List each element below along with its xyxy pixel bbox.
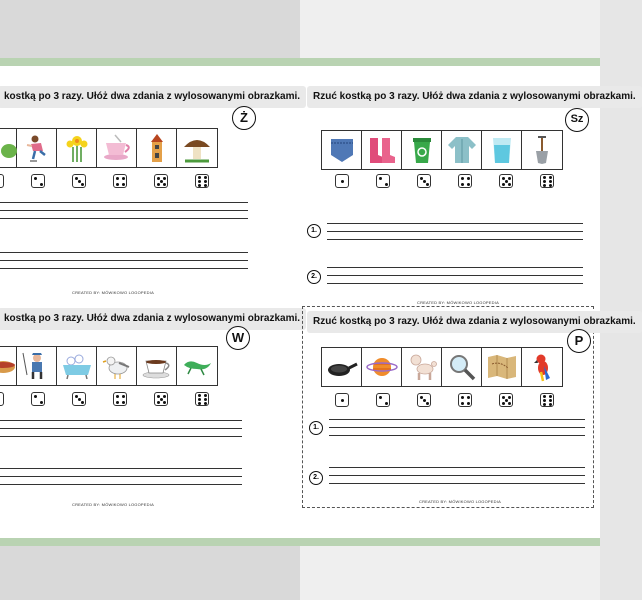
rain-boots-icon <box>362 131 402 169</box>
pocket-icon <box>322 131 362 169</box>
card-zh <box>0 84 301 312</box>
green-stripe-bottom <box>0 538 600 546</box>
instruction-text: kostką po 3 razy. Ułóż dwa zdania z wylosowanymi obrazkami. <box>0 86 306 108</box>
credit-text: CREATED BY: MÓWIKOWO LOGOPEDIA <box>419 499 501 504</box>
green-stripe-top <box>0 58 600 66</box>
die-face-3 <box>72 392 86 406</box>
die-face-2 <box>31 392 45 406</box>
teacup-icon <box>97 129 137 167</box>
row-number-2: 2. <box>309 471 323 485</box>
die-face-1 <box>335 393 349 407</box>
magnifier-icon <box>442 348 482 386</box>
die-face-3 <box>417 174 431 188</box>
instruction-text: kostką po 3 razy. Ułóż dwa zdania z wylosowanymi obrazkami. <box>0 308 306 330</box>
die-face-2 <box>376 393 390 407</box>
die-face-2 <box>31 174 45 188</box>
die-face-6 <box>195 174 209 188</box>
writing-line <box>327 239 583 240</box>
writing-line <box>329 427 585 428</box>
glass-icon <box>482 131 522 169</box>
daffodil-icon <box>57 129 97 167</box>
die-face-2 <box>376 174 390 188</box>
card-w <box>0 306 301 534</box>
picture-strip <box>321 130 563 170</box>
writing-line <box>0 420 242 421</box>
seagull-icon <box>97 347 137 385</box>
card-sz <box>305 84 636 312</box>
row-number-2: 2. <box>307 270 321 284</box>
die-face-1 <box>0 174 4 188</box>
frying-pan-icon <box>322 348 362 386</box>
dice-row <box>321 393 567 407</box>
parrot-icon <box>522 348 562 386</box>
die-face-6 <box>540 174 554 188</box>
writing-line <box>0 428 242 429</box>
background-top-left <box>0 0 300 58</box>
bathtub-icon <box>57 347 97 385</box>
writing-line <box>0 218 248 219</box>
die-face-1 <box>335 174 349 188</box>
writing-line <box>329 475 585 476</box>
instruction-text: Rzuć kostką po 3 razy. Ułóż dwa zdania z wylosowanymi obrazkami. <box>307 86 642 108</box>
letter-badge: W <box>226 326 250 350</box>
planet-icon <box>362 348 402 386</box>
die-face-4 <box>458 174 472 188</box>
die-face-4 <box>458 393 472 407</box>
writing-line <box>327 223 583 224</box>
recycling-bin-icon <box>402 131 442 169</box>
die-face-3 <box>72 174 86 188</box>
die-face-5 <box>499 393 513 407</box>
writing-line <box>0 484 242 485</box>
writing-line <box>0 476 242 477</box>
credit-text: CREATED BY: MÓWIKOWO LOGOPEDIA <box>72 290 154 295</box>
map-icon <box>482 348 522 386</box>
die-face-4 <box>113 392 127 406</box>
writing-line <box>0 260 248 261</box>
letter-badge: P <box>567 329 591 353</box>
background-top-right <box>300 0 600 58</box>
picture-strip <box>0 128 218 168</box>
letter-badge: Sz <box>565 108 589 132</box>
background-bottom-right <box>300 546 600 600</box>
poodle-icon <box>402 348 442 386</box>
fisherman-icon <box>17 347 57 385</box>
worksheet-sheet <box>0 66 636 538</box>
card-p <box>302 306 636 508</box>
picture-strip <box>0 346 218 386</box>
writing-line <box>327 283 583 284</box>
writing-line <box>329 419 585 420</box>
die-face-3 <box>417 393 431 407</box>
background-bottom-left <box>0 546 300 600</box>
credit-text: CREATED BY: MÓWIKOWO LOGOPEDIA <box>417 300 499 305</box>
dice-row <box>321 174 567 188</box>
coffee-cup-icon <box>137 347 177 385</box>
picture-strip <box>321 347 563 387</box>
dice-row <box>0 392 222 406</box>
row-number-1: 1. <box>307 224 321 238</box>
row-number-1: 1. <box>309 421 323 435</box>
lizard-icon <box>177 347 217 385</box>
writing-line <box>0 252 248 253</box>
writing-line <box>0 202 248 203</box>
dice-row <box>0 174 222 188</box>
die-face-1 <box>0 392 4 406</box>
shovel-icon <box>522 131 562 169</box>
writing-line <box>0 468 242 469</box>
tower-icon <box>137 129 177 167</box>
writing-line <box>327 231 583 232</box>
die-face-6 <box>195 392 209 406</box>
writing-line <box>327 275 583 276</box>
frog-icon <box>0 129 17 167</box>
die-face-5 <box>154 174 168 188</box>
die-face-4 <box>113 174 127 188</box>
hot-dog-icon <box>0 347 17 385</box>
writing-line <box>0 268 248 269</box>
writing-line <box>0 210 248 211</box>
writing-line <box>329 435 585 436</box>
shirt-icon <box>442 131 482 169</box>
mushroom-icon <box>177 129 217 167</box>
writing-line <box>329 467 585 468</box>
ice-skater-icon <box>17 129 57 167</box>
letter-badge: Ż <box>232 106 256 130</box>
writing-line <box>327 267 583 268</box>
instruction-text: Rzuć kostką po 3 razy. Ułóż dwa zdania z wylosowanymi obrazkami. <box>307 311 642 333</box>
die-face-6 <box>540 393 554 407</box>
writing-line <box>329 483 585 484</box>
die-face-5 <box>154 392 168 406</box>
die-face-5 <box>499 174 513 188</box>
credit-text: CREATED BY: MÓWIKOWO LOGOPEDIA <box>72 502 154 507</box>
writing-line <box>0 436 242 437</box>
